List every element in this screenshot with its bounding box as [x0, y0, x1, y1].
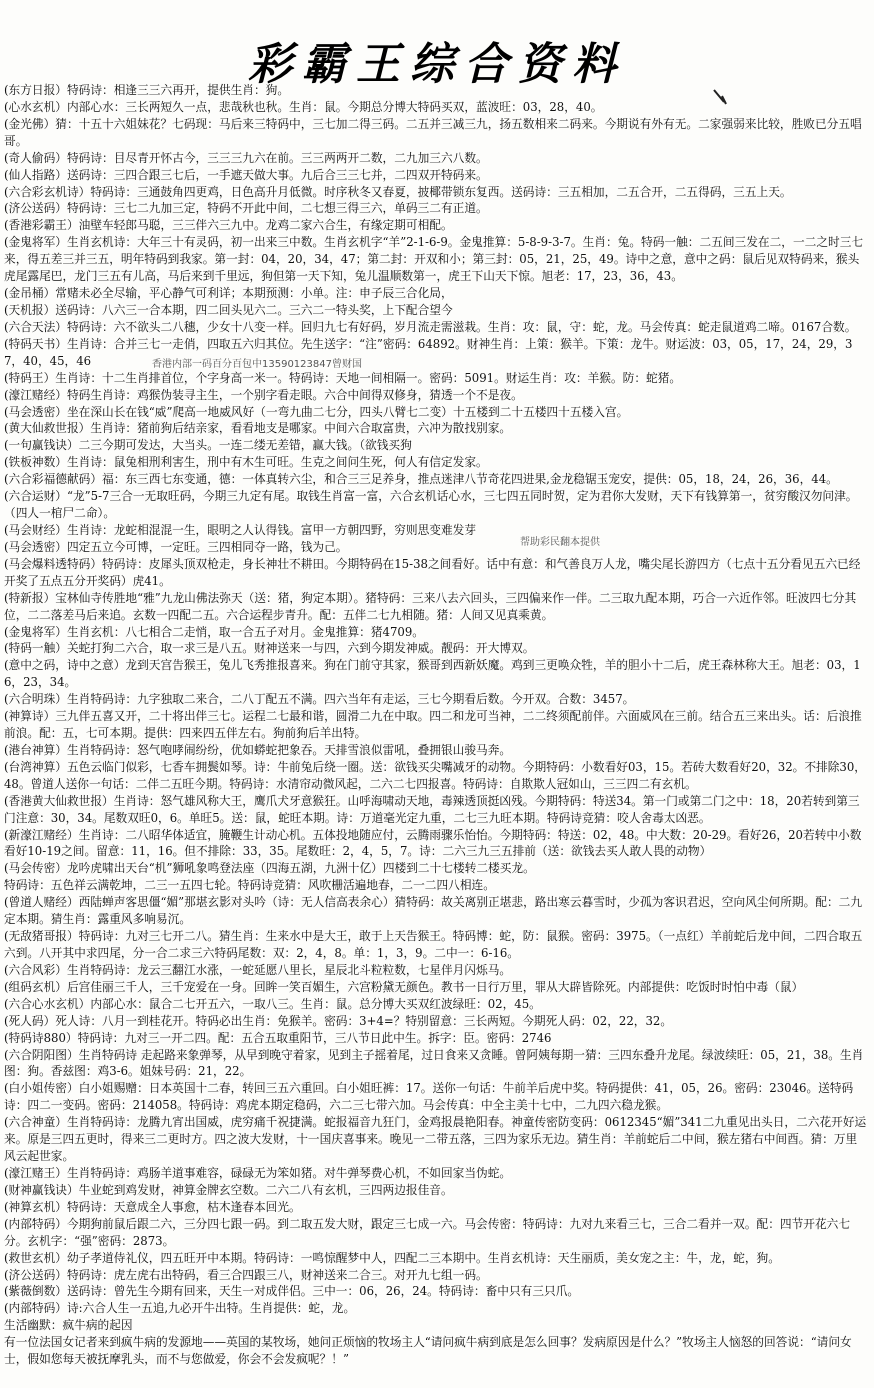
text-line: (香港彩霸王）油壁车轻郎马聪，三三伴六三九中。龙鸡二家六合生，有缘定期可相配。: [4, 218, 453, 233]
text-line: (济公送码）特码诗：虎左虎右出特码，看三合四跟三八，财神送来二合三。对开九七组一码。: [4, 1267, 488, 1282]
text-line: (马会爆料透特码）特码诗：皮犀头顶双枪走，身长神壮不耕田。今期特码在15-38之间看好。话中有意：和气善良万人龙，嘴尖尾长游四方（七点十五分看见五六已经开奖了五点五分开奖码）虎41。: [4, 556, 861, 588]
text-line: 有一位法国女记者来到疯牛病的发源地——英国的某牧场，她问正烦恼的牧场主人“请问疯牛病到底是怎么回事？发病原因是什么？”牧场主人恼怒的回答说：“请问女士，假如您每天被抚摩乳头，而不与您做爱，你会不会发疯呢？！”: [4, 1335, 852, 1367]
text-line: (救世玄机）幼子孝道侍礼仪，四五旺开中本期。特码诗：一鸣惊醒梦中人，四配二三本期中。生肖玄机诗：天生丽质，美女宠之主：牛，龙，蛇，狗。: [4, 1250, 780, 1265]
text-line: (六合明珠）生肖特码诗：九字独取二来合，二八丁配五不满。四六当年有走运，三七今期看后数。今开双。合数：3457。: [4, 692, 635, 707]
text-line: (黄大仙救世报）生肖诗：猪前狗后结亲家，看看地支是哪家。中间六合取富贵，六冲为散找别家。: [4, 421, 512, 436]
text-line: (特码天书）生肖诗：合并三七一走俏，四取五六归其位。先生送字：“注”密码：64892。财神生肖：上策：猴羊。下策：龙牛。财运波：03，05，17，24，29，37，40，45，46: [4, 336, 853, 368]
text-line: (马会传密）龙吟虎啸出天台“机”狮吼象鸣登法座（四海五湖，九洲十亿）四楼到二十七楼转二楼买龙。: [4, 861, 535, 876]
text-line: (六合风彩）生肖特码诗：龙云三翻江水涨，一蛇延愿八里长，星辰北斗粒粒数，七星伴月闪烁马。: [4, 962, 512, 977]
text-line: (东方日报）特码诗：相逢三三六再开，提供生肖：狗。: [4, 83, 290, 97]
text-line: (六合运财）“龙”5-7三合一无取旺码，今期三九定有尾。取钱生肖富一富，六合玄机话心水，三七四五同时贺，定为君你大发财，天下有钱算第一，贫穷酸汉勿问津。（四人一棺尸二命）。: [4, 489, 858, 521]
text-line: (神算诗）三九伴五喜又开，二十将出伴三七。运程二七最和谐，圆滑二九在中取。四二和龙可当神，二二终须配前伴。六面威风在三前。结合五三来出头。话：后浪推前浪。配：五，七可本期。提供：四来四五伴左右。狗前狗后羊出特。: [4, 709, 862, 741]
text-line: (六合神童）生肖特码诗：龙腾九宵出国威，虎穷痛千祝捷满。蛇报福音九狂门，金鸡报晨艳阳春。神童传密防变码：0612345“媚”341二九重见出头日，二六花开好运来。原是三四五更时，得来三二更时方。四之波大发财，十一国庆喜事来。晚见一二带五落，三四为家乐无边。猜生肖：羊前蛇后二中间，猴左猪右中间酉。猜：万里风云起世家。: [4, 1115, 867, 1164]
article-body: [4, 82, 868, 1368]
text-line: (马会透密）四定五立今可博，一定旺。三四相同夺一路，钱为己。: [4, 539, 348, 554]
text-line: (六合天法）特码诗：六不欲头二八穗，少女十八变一样。回归九七有好码，岁月流走需滋栽。生肖：攻：鼠，守：蛇，龙。马会传真：蛇走鼠道鸡二啼。0167合数。: [4, 319, 857, 334]
text-line: (死人码）死人诗：八月一到桂花开。特码必出生肖：免猴羊。密码：3+4=？特别留意：三长两短。今期死人码：02，22，32。: [4, 1013, 673, 1028]
text-line: (仙人指路）送码诗：三四合跟三七后，一手遮天做大事。九后合三三七并，二四双开特码来。: [4, 167, 488, 182]
text-line: (内部特码）诗:六合人生一五追,九必开牛出特。生肖提供：蛇，龙。: [4, 1301, 356, 1316]
text-line: (金吊桶）常赌未必全尽输，平心静气可利详；本期预测：小单。注：申子辰三合化局，: [4, 286, 453, 301]
text-line: (组码玄机）后宫佳丽三千人，三千宠爱在一身。回眸一笑百媚生，六宫粉黛无颜色。教书一日行万里，罪从大辟皆除死。内部提供：吃饭时时怕中毒（鼠）: [4, 979, 804, 994]
text-line: (马会财经）生肖诗：龙蛇相混混一生，眼明之人认得钱。富甲一方朝四野，穷则思变难发芽: [4, 522, 477, 537]
text-line: (香港黄大仙救世报）生肖诗：怒气雄风称大王，鹰爪犬牙意猴狂。山呼海啸动天地，毒辣透顶挺凶残。今期特码：特送34。第一门或第二门之中：18，20若转到第三门注意：30，34。尾数双旺0，6。单旺5。送：鼠，蛇旺本期。诗：万道毫光定九重，二七三九旺本期。特码诗竞猜：咬人舍毒太凶恶。: [4, 793, 860, 825]
text-line: (意中之码，诗中之意）龙到天宫告猴王，兔儿飞秀推报喜来。狗在门前守其家，猴哥到西新妖魔。鸡到三更唤众牲，羊的胆小十二后，虎王森林称大王。旭老：03，16，23，34。: [4, 658, 861, 690]
text-line: 特码诗：五色祥云满乾坤，二三一五四七轮。特码诗竞猜：风吹栅活遍地春，二一二四八相连。: [4, 878, 495, 893]
text-line: (神算玄机）特码诗：天意成全人事愈，枯木逢春本回光。: [4, 1199, 301, 1214]
text-line: (奇人偷码）特码诗：目尽青开怀古今，三三三九六在前。三三两两开二数，二九加三六八数。: [4, 150, 488, 165]
text-line: (金鬼将军）生肖玄机诗：大年三十有灵码，初一出来三中数。生肖玄机字“羊”2-1-6-9。金鬼推算：5-8-9-3-7。生肖：兔。特码一触：二五间三发在二，一二之时三七来，得五差三并三五，明年特码到我家。第一封：04，20，34，47；第二封：开双和小；第三封：05，21，25，49。诗中之意，意中之码：鼠后见双特码来，猴头虎尾露尾巴，龙门三五有儿高，马后来到千里远，狗但第一天下知，兔儿温顺数第一，虎王下山天下惊。旭老：17，23，36，43。: [4, 235, 864, 284]
watermark-text: 香港内部一码百分百包中13590123847曾财国: [152, 359, 362, 370]
text-line: (六合彩玄机诗）特码诗：三通鼓角四更鸡，日色高升月低微。时序秋冬又春夏，披椰带锁东复西。送码诗：三五相加，二五合开，二五得码，三五上天。: [4, 184, 792, 199]
text-line: (金光佛）猜：十五十六姐妹花？七码现：马后来三特码中，三七加二得三码。二五并三减三九，扬五数相来二码来。今期说有外有无。二家强弱来比较，胜败已分五唱哥。: [4, 116, 862, 148]
text-line: (紫薇倒数）送码诗：曾先生今期有回来，天生一对成伴侣。三中一：06，26，24。特码诗：畜中只有三只爪。: [4, 1284, 580, 1299]
text-line: 生活幽默：疯牛病的起因: [4, 1318, 133, 1333]
text-line: (济公送码）特码诗：三七二九加三定，特码不开此中间，二七想三得三六，单码三二有正道。: [4, 201, 488, 216]
text-line: (无敌猪哥报）特码诗：九对三七开二八。猜生肖：生来水中是大王，敢于上天告猴王。特码博：蛇，防：鼠猴。密码：3975。（一点红）羊前蛇后龙中间，二四合取五六到。八开其中求四尾，分一合二求三六特码尾数：双：2，4，8。单：1，3，9。二中一：6-16。: [4, 929, 863, 961]
text-line: (天机报）送码诗：八六三一合本期，四二回头见六二。三六二一特头奖，上下配合望今: [4, 302, 453, 317]
text-line: (财神赢钱诀）牛业蛇到鸡发财，神算金牌玄空数。二六二八有玄机，三四两边报佳音。: [4, 1182, 453, 1197]
text-line: (金鬼将军）生肖玄机：八七相合二走悄，取一合五子对月。金鬼推算：猪4709。: [4, 624, 424, 639]
text-line: (马会透密）坐在深山长在钱“威”爬高一地威风好（一弯九曲二七分，四头八臂七二变）十五楼到二十五楼四十五楼入宫。: [4, 404, 629, 419]
text-line: (港台神算）生肖特码诗：怒气咆哮闹纷纷，优如蟒蛇把象吞。天排雪浪似雷吼，叠拥银山骏马奔。: [4, 742, 512, 757]
text-line: (特码一触）关蛇打狗二六合，取一求三是八五。财神送来一与四，六到今期发神威。靓码：开大博双。: [4, 641, 535, 656]
page-title: 彩霸王综合资料: [248, 39, 626, 90]
watermark-text-2: 帮助彩民翻本提供: [520, 537, 600, 548]
text-line: (六合彩福德献码）福：东三西七东变通，德：一体真转六尘，和合三三足养身，推点迷津八节奇花四进果,金龙稳锯玉宠安，提供：05，18，24，26，36，44。: [4, 472, 838, 487]
text-line: (白小姐传密）白小姐赐赠：日本英国十二春，转回三五六重回。白小姐旺裤：17。送你一句话：牛前羊后虎中奖。特码提供：41，05，26。密码：23046。送特码诗：四二一变码。密码：214058。特码诗：鸡虎本期定稳码，六二三七带六加。马会传真：中全主美十七中，二九四六稳龙猴。: [4, 1081, 854, 1113]
text-line: (一句赢钱诀）二三今期可发达，大当头。一连二缕无差错，赢大钱。（欲钱买狗: [4, 438, 412, 453]
text-line: (六合阴阳图）生肖特码诗 走起路来象弹琴，从早到晚守着家，见到主子摇着尾，过日食来又贪睡。曾阿姨每期一猜：三四东叠升龙尾。绿波续旺：05，21，38。生肖图：狗。香兹图：鸡3-6。姐妹号码：21，22。: [4, 1047, 864, 1079]
text-line: (濠江赌王）生肖特码诗：鸡肠羊道事难容，碌碌无为笨如猪。对牛弹琴费心机，不如回家当伪蛇。: [4, 1166, 512, 1180]
text-line: (内部特码）今期狗前鼠后跟二六，三分四七跟一码。到二取五发大财，跟定三七成一六。马会传密：特码诗：九对九来看三七，三合二看并一双。配：四节开花六七分。玄机字：“强”密码：2873。: [4, 1216, 851, 1248]
text-line: (曾道人赌经）西陆蝉声客思僵“媚”那堪玄影对头吟（诗：无人信高表余心）猜特码：故关离别正堪悲，路出寒云暮雪时，少孤为客识君迟，空向风尘何所期。配：二九定本期。猜生肖：露重风多响易沉。: [4, 895, 863, 927]
text-line: (濠江赌经）特码生肖诗：鸡猴伪装寻主生，一个别字看走眼。六合中间得双修身，猜透一个不是夜。: [4, 387, 523, 402]
text-line: (铁板神数）生肖诗：鼠兔相刑利害生，刑中有木生可旺。生克之间问生死，何人有信定发家。: [4, 455, 488, 470]
text-line: (心水玄机）内部心水：三长两短久一点，悲哉秋也秋。生肖：鼠。今期总分博大特码买双，蓝波旺：03，28，40。: [4, 99, 603, 114]
text-line: (特码王）生肖诗：十二生肖排首位，个字身高一米一。特码诗：天地一间相隔一。密码：5091。财运生肖：攻：羊猴。防：蛇猪。: [4, 370, 682, 385]
text-line: (特码诗880）特码诗：九对三一开二四。配：五合五取重阳节，三八节日此中生。拆字：臣。密码：2746: [4, 1030, 552, 1045]
text-line: (台湾神算）五色云临门似彩，七香车拥鬓如琴。诗：牛前兔后绕一圈。送：欲钱买尖嘴减牙的动物。今期特码：小数看好03，15。若砖大数看好20，32。不排除30，48。曾道人送你一句话：二伴二五旺今期。特码诗：水清帘动微风起，二六二七四报喜。特码诗：自欺欺人冠如山，三三四二有玄机。: [4, 759, 866, 791]
text-line: (新濠江赌经）生肖诗：二八昭华体适宜，腌鞭生计动心机。五体投地随应付，云腾雨骤乐怡怡。今期特码：特送：02，48。中大数：20-29。看好26，20若转中小数看好10-19之间。留意：11，16。但不排除：33，35。尾数旺：2，4，5，7。诗：二六三九三五排前（送：欲钱去买人敢人畏的动物）: [4, 827, 862, 859]
text-line: (六合心水玄机）内部心水：鼠合二七开五六，一取八三。生肖：鼠。总分博大买双红波绿旺：02，45。: [4, 996, 541, 1011]
text-line: (特新报）宝林仙寺传胜地“雅”九龙山佛法弥天（送：猪，狗定本期）。猪特码：三来八去六回头，三四偏来作一伴。二三取九配本期，巧合一六近作邻。旺波四七分其位，二二落差马后来追。玄数一四配二五。六合运程步青升。配：五伴二七九相随。猪：人间又见真乘黄。: [4, 590, 857, 622]
